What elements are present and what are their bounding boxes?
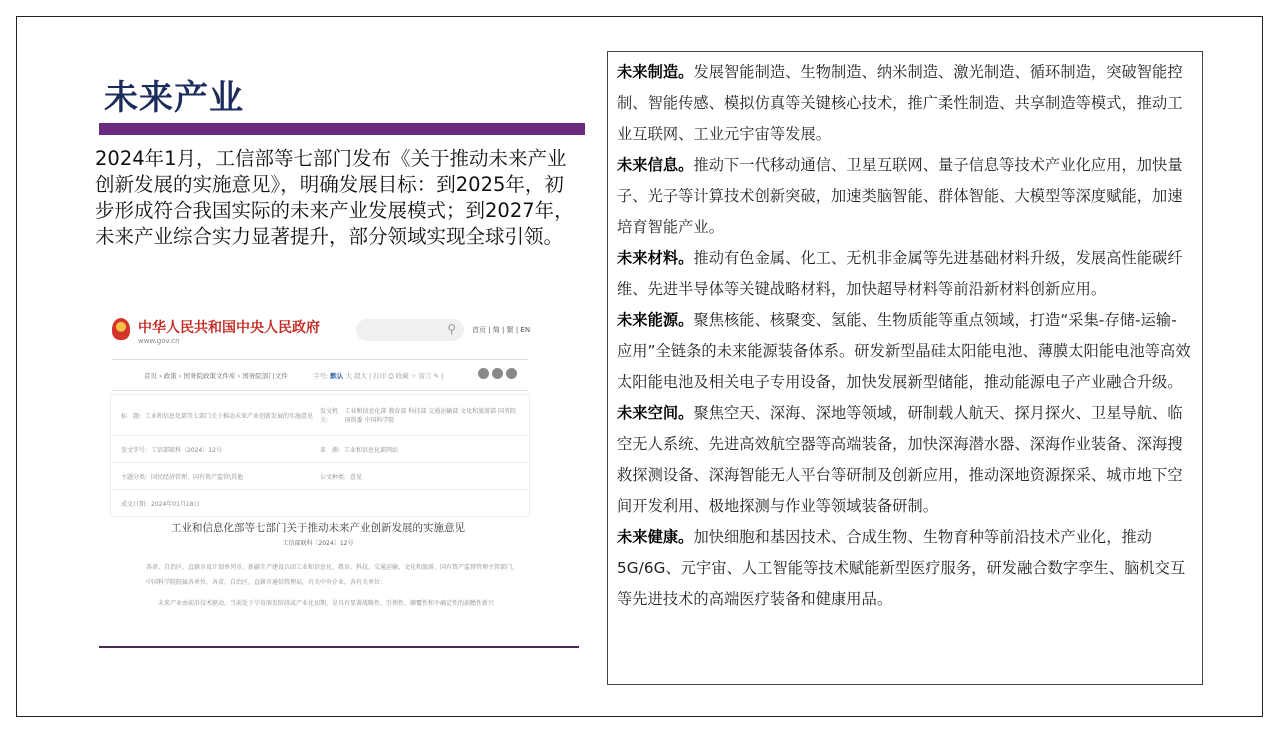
- breadcrumb-item: 国务院政策文件库: [183, 372, 236, 380]
- document-title: 工业和信息化部等七部门关于推动未来产业创新发展的实施意见: [171, 522, 465, 534]
- qzone-icon: [506, 368, 517, 379]
- font-size-large: 大: [345, 372, 352, 380]
- section-text: 聚焦空天、深海、深地等领域，研制载人航天、探月探火、卫星导航、临空无人系统、先进高效航空器等高端装备，加快深海潜水器、深海作业装备、深海搜救探测设备、深海智能无人平台等研制及创新应用，推动深地资源探采、城市地下空间开发利用、极地探测与作业等领域装备研制。: [617, 404, 1183, 515]
- meta-label: 发文字号:: [121, 446, 148, 454]
- favorite-label: 收藏: [395, 372, 409, 380]
- divider: [112, 390, 528, 391]
- meta-row: [111, 463, 529, 490]
- section-manufacturing: [617, 57, 1192, 150]
- section-materials: [617, 243, 1192, 305]
- breadcrumb-item: 首页: [144, 372, 157, 380]
- document-paragraph: 未来产业由前沿技术驱动，当前处于孕育萌发阶段或产业化初期，是具有显著战略性、引领性、颠覆性和不确定性的前瞻性新兴: [158, 600, 495, 607]
- gov-site-url: www.gov.cn: [138, 337, 180, 345]
- meta-value: 工业和信息化部 教育部 科技部 交通运输部 文化和旅游部 国务院国资委 中国科学院: [344, 408, 517, 424]
- future-industries-panel: [607, 51, 1203, 685]
- section-heading: 未来能源。: [617, 311, 694, 329]
- meta-value: 工业和信息化部等七部门关于推动未来产业创新发展的实施意见: [145, 412, 314, 420]
- comment-label: 留言: [418, 372, 432, 380]
- meta-label: 公文种类:: [320, 473, 347, 481]
- accent-bar: [99, 123, 585, 135]
- meta-row: [111, 395, 529, 436]
- document-paragraph: 各省、自治区、直辖市及计划单列市、新疆生产建设兵团工业和信息化、教育、科技、交通运输、文化和旅游、国有资产监督管理主管部门，中国科学院院属各单位，各省、自治区、直辖市通信管理局，有关中央企业，各有关单位：: [146, 564, 519, 586]
- meta-row: [111, 490, 529, 516]
- section-text: 加快细胞和基因技术、合成生物、生物育种等前沿技术产业化，推动5G/6G、元宇宙、人工智能等技术赋能新型医疗服务，研发融合数字孪生、脑机交互等先进技术的高端医疗装备和健康用品。: [617, 528, 1186, 608]
- gov-tools: 字号: 默认 大 超大 | 打印 ⎙ 收藏 ☆ 留言 ✎ |: [313, 372, 444, 380]
- section-text: 推动有色金属、化工、无机非金属等先进基础材料升级，发展高性能碳纤维、先进半导体等关键战略材料，加快超导材料等前沿新材料创新应用。: [617, 249, 1183, 298]
- meta-label: 来 源:: [320, 446, 341, 454]
- meta-label: 主题分类:: [121, 473, 148, 481]
- meta-label: 标 题:: [121, 412, 142, 420]
- meta-value: 工业和信息化部网站: [344, 446, 399, 454]
- divider: [112, 359, 528, 360]
- section-heading: 未来健康。: [617, 528, 694, 546]
- meta-value: 工信部联科〔2024〕12号: [151, 446, 222, 454]
- section-heading: 未来空间。: [617, 404, 694, 422]
- section-text: 推动下一代移动通信、卫星互联网、量子信息等技术产业化应用，加快量子、光子等计算技术创新突破，加速类脑智能、群体智能、大模型等深度赋能，加速培育智能产业。: [617, 156, 1183, 236]
- meta-label: 发文机关:: [320, 408, 339, 424]
- breadcrumb-item: 国务院部门文件: [242, 372, 288, 380]
- gov-header: [108, 310, 531, 350]
- national-emblem-icon: [112, 318, 130, 340]
- breadcrumb: 首页 › 政策 › 国务院政策文件库 › 国务院部门文件: [144, 372, 288, 380]
- gov-search-box: [356, 319, 464, 341]
- font-size-default: 默认: [330, 372, 344, 380]
- breadcrumb-item: 政策: [163, 372, 177, 380]
- search-icon: ⚲: [447, 322, 456, 336]
- wechat-icon: [492, 368, 503, 379]
- gov-header-links: 首页 | 简 | 繁 | EN: [472, 326, 531, 334]
- intro-paragraph: 2024年1月，工信部等七部门发布《关于推动未来产业创新发展的实施意见》，明确发展目标：到2025年，初步形成符合我国实际的未来产业发展模式；到2027年，未来产业综合实力显著提升，部分领域实现全球引领。: [95, 147, 574, 248]
- section-heading: 未来材料。: [617, 249, 694, 267]
- font-size-label: 字号:: [313, 372, 329, 380]
- print-label: 打印: [373, 372, 387, 380]
- section-text: 发展智能制造、生物制造、纳米制造、激光制造、循环制造，突破智能控制、智能传感、模拟仿真等关键核心技术，推广柔性制造、共享制造等模式，推动工业互联网、工业元宇宙等发展。: [617, 63, 1183, 143]
- section-information: [617, 150, 1192, 243]
- bottom-divider: [99, 646, 579, 648]
- meta-value: 国民经济管理、国有资产监管\其他: [151, 473, 244, 481]
- meta-label: 成文日期:: [121, 500, 148, 508]
- gov-website-screenshot: [108, 310, 531, 630]
- document-number: 工信部联科〔2024〕12号: [282, 540, 354, 547]
- meta-value: 意见: [350, 473, 363, 481]
- section-heading: 未来制造。: [617, 63, 694, 81]
- font-size-xlarge: 超大: [353, 372, 367, 380]
- gov-site-name: 中华人民共和国中央人民政府: [138, 320, 320, 336]
- weibo-icon: [478, 368, 489, 379]
- meta-row: [111, 436, 529, 463]
- document-meta-table: [110, 394, 530, 517]
- section-heading: 未来信息。: [617, 156, 694, 174]
- section-energy: [617, 305, 1192, 398]
- section-health: [617, 522, 1192, 615]
- document-body: [146, 560, 520, 617]
- section-space: [617, 398, 1192, 522]
- section-text: 聚焦核能、核聚变、氢能、生物质能等重点领域，打造“采集-存储-运输-应用”全链条的未来能源装备体系。研发新型晶硅太阳能电池、薄膜太阳能电池等高效太阳能电池及相关电子专用设备，加快发展新型储能，推动能源电子产业融合升级。: [617, 311, 1191, 391]
- slide-title: 未来产业: [104, 78, 244, 118]
- share-icons: [478, 368, 520, 381]
- meta-value: 2024年01月18日: [151, 500, 200, 508]
